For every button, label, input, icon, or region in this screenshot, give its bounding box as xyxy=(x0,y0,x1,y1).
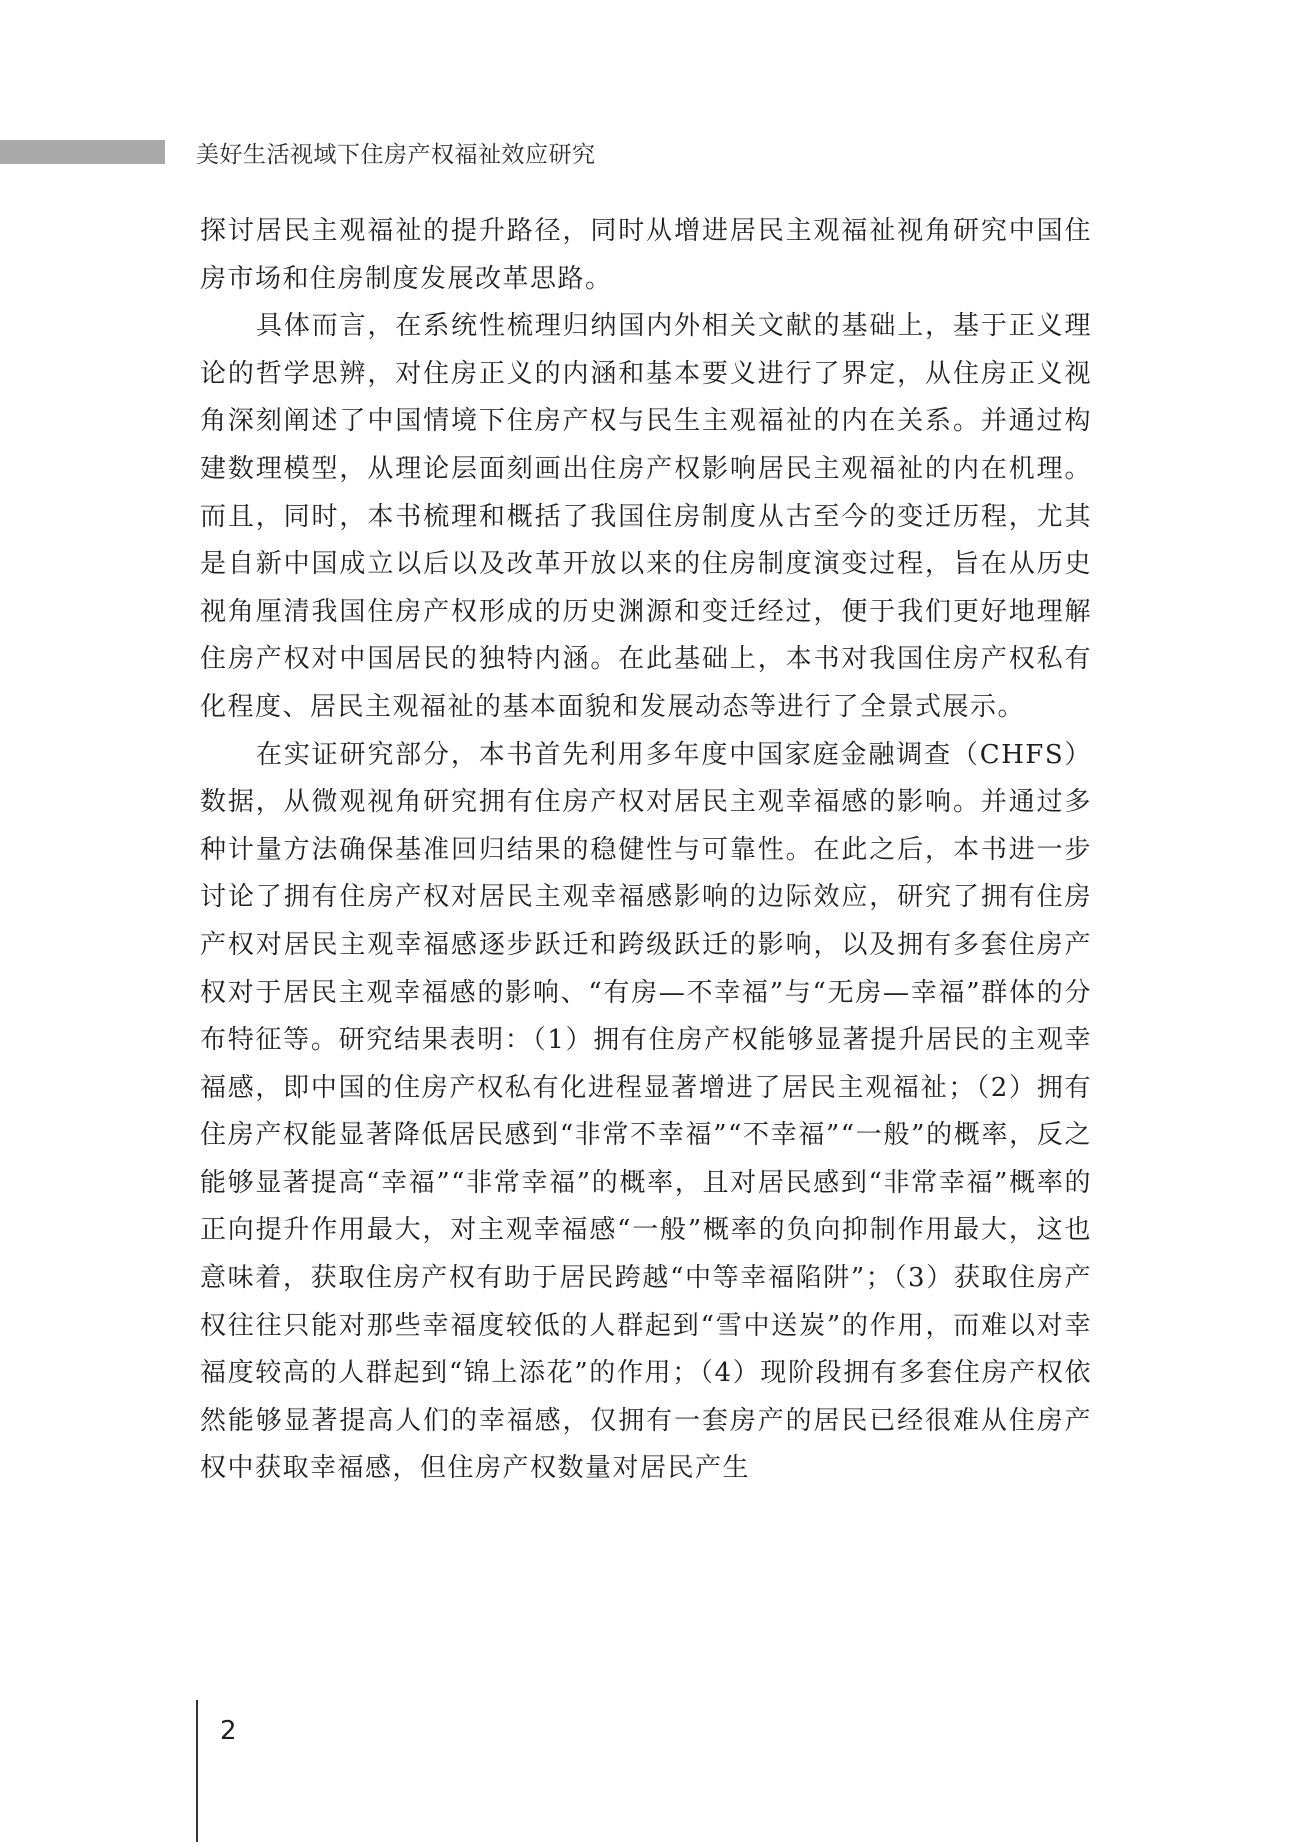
footer-vertical-rule xyxy=(196,1700,198,1842)
header-decorative-bar xyxy=(0,140,165,164)
paragraph-3: 在实证研究部分，本书首先利用多年度中国家庭金融调查（CHFS）数据，从微观视角研究拥有住房产权对居民主观幸福感的影响。并通过多种计量方法确保基准回归结果的稳健性与可靠性。在此之后，本书进一步讨论了拥有住房产权对居民主观幸福感影响的边际效应，研究了拥有住房产权对居民主观幸福感逐步跃迁和跨级跃迁的影响，以及拥有多套住房产权对于居民主观幸福感的影响、“有房—不幸福”与“无房—幸福”群体的分布特征等。研究结果表明：（1）拥有住房产权能够显著提升居民的主观幸福感，即中国的住房产权私有化进程显著增进了居民主观福祉；（2）拥有住房产权能显著降低居民感到“非常不幸福”“不幸福”“一般”的概率，反之能够显著提高“幸福”“非常幸福”的概率，且对居民感到“非常幸福”概率的正向提升作用最大，对主观幸福感“一般”概率的负向抑制作用最大，这也意味着，获取住房产权有助于居民跨越“中等幸福陷阱”；（3）获取住房产权往往只能对那些幸福度较低的人群起到“雪中送炭”的作用，而难以对幸福度较高的人群起到“锦上添花”的作用；（4）现阶段拥有多套住房产权依然能够显著提高人们的幸福感，仅拥有一套房产的居民已经很难从住房产权中获取幸福感，但住房产权数量对居民产生 xyxy=(200,739,1092,1484)
page-number: 2 xyxy=(220,1716,237,1746)
body-text xyxy=(200,208,1092,1493)
paragraph-1: 探讨居民主观福祉的提升路径，同时从增进居民主观福祉视角研究中国住房市场和住房制度发展改革思路。 xyxy=(200,216,1092,294)
running-head-title: 美好生活视域下住房产权福祉效应研究 xyxy=(196,142,596,168)
paragraph-2: 具体而言，在系统性梳理归纳国内外相关文献的基础上，基于正义理论的哲学思辨，对住房正义的内涵和基本要义进行了界定，从住房正义视角深刻阐述了中国情境下住房产权与民生主观福祉的内在关系。并通过构建数理模型，从理论层面刻画出住房产权影响居民主观福祉的内在机理。而且，同时，本书梳理和概括了我国住房制度从古至今的变迁历程，尤其是自新中国成立以后以及改革开放以来的住房制度演变过程，旨在从历史视角厘清我国住房产权形成的历史渊源和变迁经过，便于我们更好地理解住房产权对中国居民的独特内涵。在此基础上，本书对我国住房产权私有化程度、居民主观福祉的基本面貌和发展动态等进行了全景式展示。 xyxy=(200,311,1092,722)
